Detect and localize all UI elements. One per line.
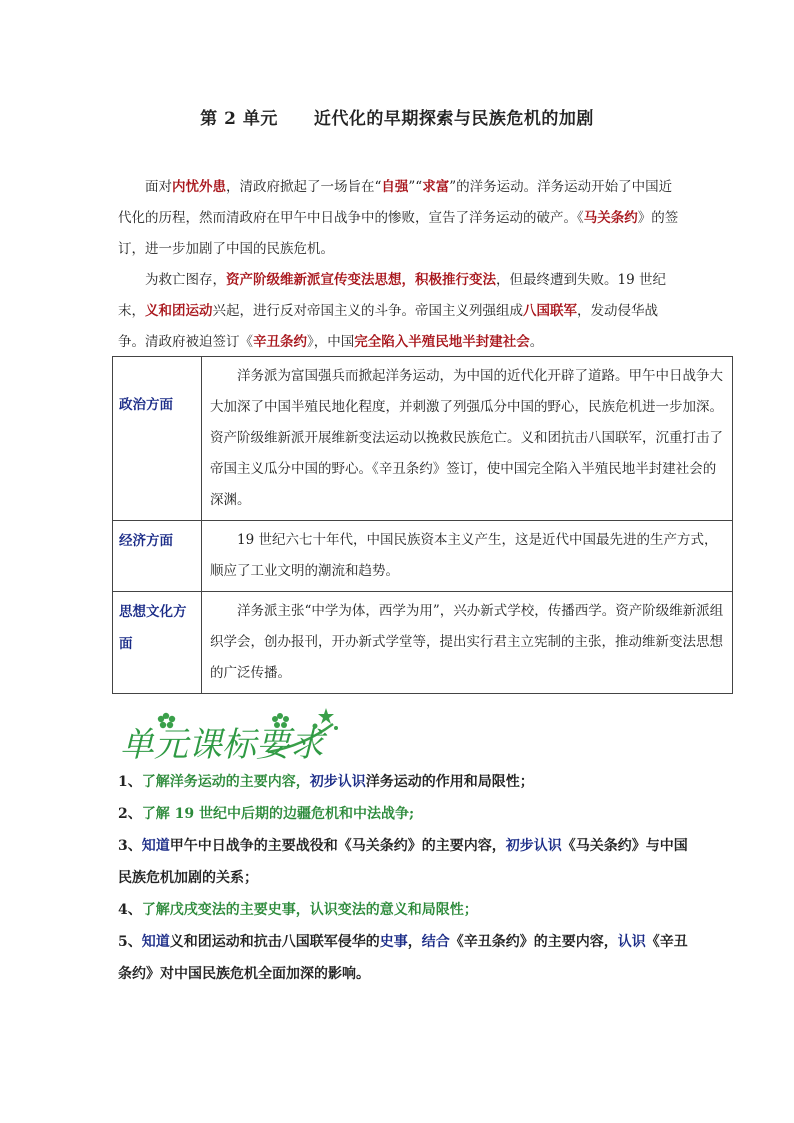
text-run: 《马关条约》与中国民族危机加剧的关系； (118, 838, 688, 886)
text-run: 面对 (145, 179, 172, 195)
text-run: 自强 (381, 179, 409, 195)
row-content: 洋务派主张“中学为体，西学为用”，兴办新式学校，传播西学。资产阶级维新派组织学会，创办报刊，开办新式学堂等，提出实行君主立宪制的主张，推动维新变法思想的广泛传播。 (202, 592, 733, 694)
text-run: 史事 (379, 934, 408, 950)
text-run: 求富 (422, 179, 450, 195)
text-run: ，发动侵华战争。清政府被迫签订《 (118, 303, 658, 350)
intro-p2-text (118, 265, 683, 358)
text-run: ”“ (408, 179, 423, 195)
text-run: 完全陷入半殖民地半封建社会 (354, 334, 530, 350)
text-run: 义和团运动和抗击八国联军侵华的 (169, 934, 380, 950)
text-run: 义和团运动 (145, 303, 213, 319)
text-run: 《辛丑条约》的主要内容， (449, 934, 618, 950)
text-run: 1、 (118, 774, 142, 790)
text-run: ， (407, 934, 422, 950)
logo-text: 单元课标要求 (120, 725, 324, 764)
row-content: 洋务派为富国强兵而掀起洋务运动，为中国的近代化开辟了道路。甲午中日战争大大加深了中国半殖民地化程度，并刺激了列强瓜分中国的野心，民族危机进一步加深。资产阶级维新派开展维新变法运动以挽救民族危亡。义和团抗击八国联军，沉重打击了帝国主义瓜分中国的野心。《辛丑条约》签订，使中国完全陷入半殖民地半封建社会的深渊。 (202, 357, 733, 521)
text-run: 初步认识 (505, 838, 562, 854)
list-item (118, 798, 688, 830)
text-run: 3、 (118, 838, 142, 854)
table-row (113, 357, 733, 521)
text-run: 。 (529, 334, 544, 350)
summary-table (112, 356, 733, 694)
unit-standards-logo (118, 706, 348, 764)
text-run: 《辛丑条约》对中国民族危机全面加深的影响。 (118, 934, 688, 982)
text-run: 2、 (118, 806, 142, 822)
text-run: 洋务运动的作用和局限性； (365, 774, 534, 790)
text-run: 知道 (141, 838, 170, 854)
text-run: 八国联军 (523, 303, 577, 319)
text-run: 知道 (141, 934, 170, 950)
table-row (113, 592, 733, 694)
text-run: 甲午中日战争的主要战役和《马关条约》的主要内容， (169, 838, 506, 854)
unit-topic: 近代化的早期探索与民族危机的加剧 (313, 109, 594, 129)
text-run: ，但最终遭到失败。19 世纪末， (118, 272, 666, 319)
text-run: ”的洋务运动。洋务运动开始了中国近代化的历程，然而清政府在甲午中日战争中的惨败，宣告了洋务运动的破产。《 (118, 179, 673, 226)
table-row (113, 521, 733, 592)
text-run: 内忧外患 (172, 179, 226, 195)
text-run: 马关条约 (583, 210, 638, 226)
text-run: 4、 (118, 902, 142, 918)
text-run: ，清政府掀起了一场旨在“ (226, 179, 382, 195)
row-content: 19 世纪六七十年代，中国民族资本主义产生，这是近代中国最先进的生产方式，顺应了工业文明的潮流和趋势。 (202, 521, 733, 592)
unit-number: 第 2 单元 (200, 109, 278, 129)
list-item (118, 926, 688, 990)
text-run: 初步认识 (309, 774, 366, 790)
list-item (118, 894, 688, 926)
text-run: 》，中国 (307, 334, 355, 350)
text-run: 5、 (118, 934, 142, 950)
intro-paragraph-2 (118, 265, 683, 358)
list-item (118, 830, 688, 894)
text-run: 了解洋务运动的主要内容， (141, 774, 310, 790)
text-run: 为救亡图存， (145, 272, 226, 288)
row-heading: 思想文化方面 (113, 592, 202, 694)
intro-paragraph-1 (118, 172, 683, 265)
text-run: 了解戊戌变法的主要史事，认识变法的意义和局限性； (141, 902, 478, 918)
page-title (0, 104, 794, 129)
text-run: 辛丑条约 (253, 334, 307, 350)
text-run: 资产阶级维新派宣传变法思想，积极推行变法 (226, 272, 496, 288)
text-run: 认识 (617, 934, 646, 950)
text-run: 了解 19 世纪中后期的边疆危机和中法战争; (141, 806, 415, 822)
text-run: 兴起，进行反对帝国主义的斗争。帝国主义列强组成 (212, 303, 523, 319)
list-item (118, 766, 688, 798)
text-run: 结合 (421, 934, 450, 950)
row-heading: 经济方面 (113, 521, 202, 592)
requirements-list (118, 766, 688, 990)
intro-p1-text (118, 172, 683, 265)
text-run: 》的签订，进一步加剧了中国的民族危机。 (118, 210, 679, 257)
row-heading: 政治方面 (113, 357, 202, 521)
